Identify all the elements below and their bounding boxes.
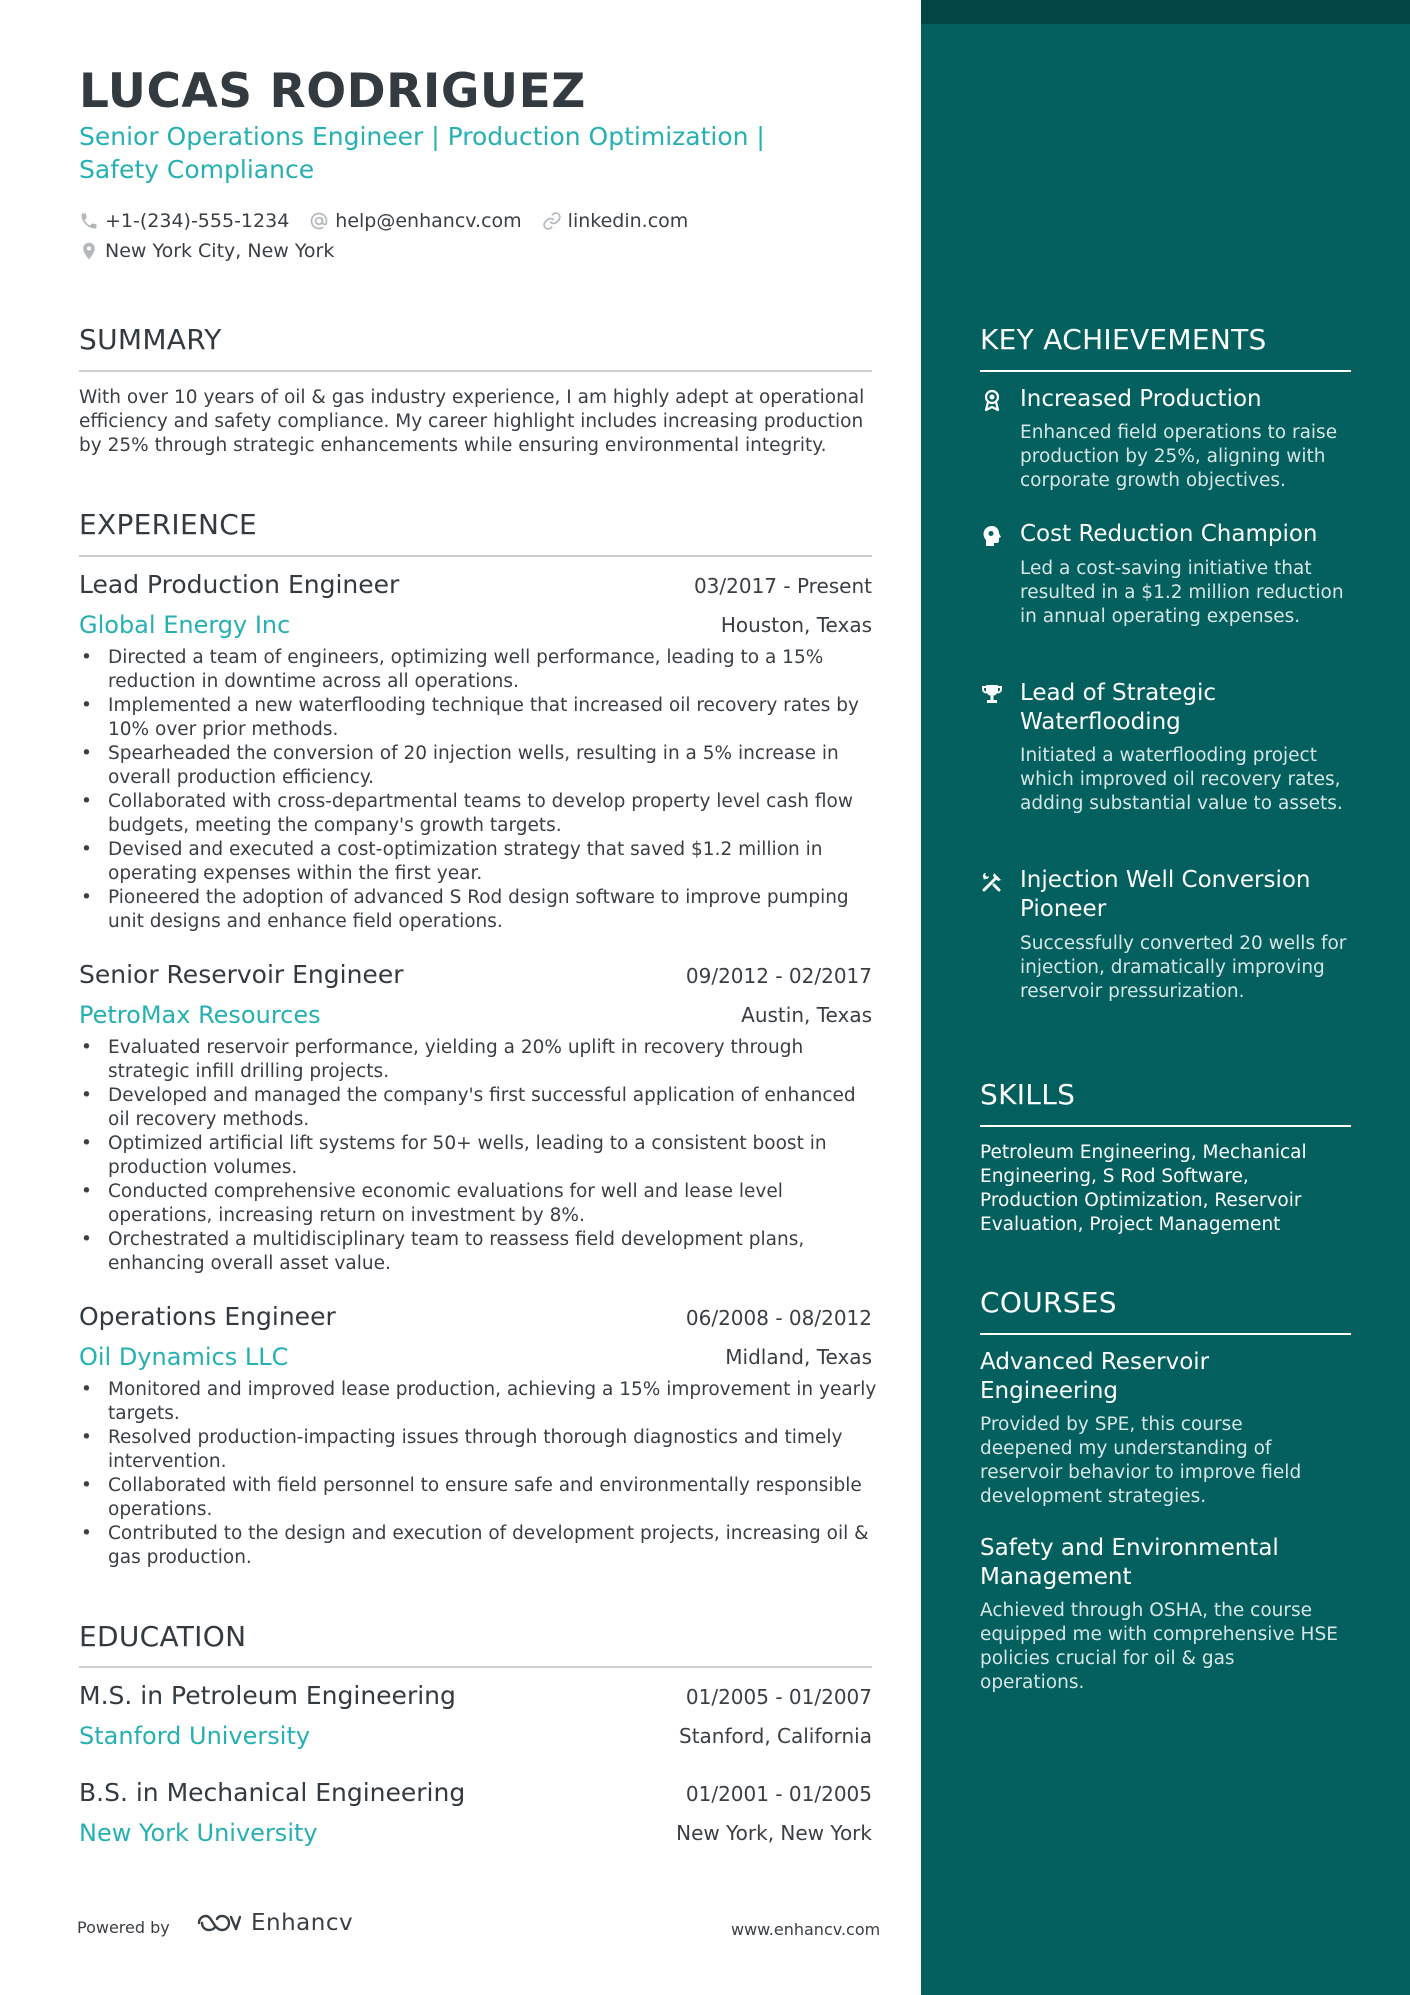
contact-location: [79, 240, 334, 262]
trophy-icon: [980, 682, 1004, 706]
achievements-divider: [980, 370, 1351, 372]
education-heading: EDUCATION: [79, 1620, 247, 1653]
job-title: Lead Production Engineer: [79, 570, 400, 599]
achievement-title: Increased Production: [1020, 386, 1262, 412]
degree-date: 01/2005 - 01/2007: [685, 1685, 872, 1709]
bullet: • Monitored and improved lease production, achieving a 15% improvement in yearly targets.: [79, 1378, 879, 1426]
school-name: Stanford University: [79, 1722, 311, 1750]
job-company: PetroMax Resources: [79, 1001, 321, 1029]
achievement-title: Injection Well Conversion Pioneer: [1020, 867, 1311, 922]
summary-text: With over 10 years of oil & gas industry experience, I am highly adept at operational efficiency and safety compliance. My career highlight includes increasing production by 25% through strategic enhancements while ensuring environmental integrity.: [79, 387, 865, 456]
courses-heading: COURSES: [980, 1286, 1117, 1319]
location-pin-icon: [79, 241, 99, 261]
degree-title: B.S. in Mechanical Engineering: [79, 1778, 466, 1807]
skills-text: Petroleum Engineering, Mechanical Engineering, S Rod Software, Production Optimization, Reservoir Evaluation, Project Management: [980, 1142, 1307, 1235]
footer-url[interactable]: www.enhancv.com: [731, 1920, 881, 1939]
link-icon: [542, 211, 562, 231]
bullet: • Developed and managed the company's first successful application of enhanced oil recovery methods.: [79, 1084, 879, 1132]
headline: Senior Operations Engineer | Production Optimization | Safety Compliance: [79, 122, 765, 184]
summary-heading: SUMMARY: [79, 323, 222, 356]
at-sign-icon: [309, 211, 329, 231]
job-bullets: [79, 646, 879, 934]
email-text: help@enhancv.com: [335, 210, 522, 232]
bullet: • Spearheaded the conversion of 20 injection wells, resulting in a 5% increase in overall production efficiency.: [79, 742, 879, 790]
enhancv-brand-text: Enhancv: [251, 1910, 354, 1936]
bullet: • Contributed to the design and execution of development projects, increasing oil & gas production.: [79, 1522, 879, 1570]
enhancv-logo-icon: [195, 1911, 241, 1935]
school-location: New York, New York: [676, 1821, 872, 1845]
contact-info: [79, 206, 708, 266]
job-location: Midland, Texas: [725, 1345, 872, 1369]
bullet: • Pioneered the adoption of advanced S Rod design software to improve pumping unit designs and enhance field operations.: [79, 886, 879, 934]
bullet: • Evaluated reservoir performance, yielding a 20% uplift in recovery through strategic infill drilling projects.: [79, 1036, 879, 1084]
achievement-desc: Successfully converted 20 wells for injection, dramatically improving reservoir pressurization.: [1020, 933, 1347, 1002]
job-title: Operations Engineer: [79, 1302, 336, 1331]
skills-divider: [980, 1125, 1351, 1127]
school-location: Stanford, California: [679, 1724, 872, 1748]
bullet: • Directed a team of engineers, optimizing well performance, leading to a 15% reduction in downtime across all operations.: [79, 646, 879, 694]
brain-head-icon: [980, 524, 1004, 548]
job-title: Senior Reservoir Engineer: [79, 960, 404, 989]
degree-date: 01/2001 - 01/2005: [685, 1782, 872, 1806]
course-title: Advanced Reservoir Engineering: [980, 1349, 1210, 1404]
summary-divider: [79, 370, 872, 372]
course-desc: Achieved through OSHA, the course equipped me with comprehensive HSE policies crucial for oil & gas operations.: [980, 1600, 1338, 1693]
bullet: • Conducted comprehensive economic evaluations for well and lease level operations, increasing return on investment by 8%.: [79, 1180, 879, 1228]
course-desc: Provided by SPE, this course deepened my understanding of reservoir behavior to improve field development strategies.: [980, 1414, 1302, 1507]
job-company: Global Energy Inc: [79, 611, 291, 639]
contact-phone[interactable]: [79, 210, 289, 232]
job-location: Houston, Texas: [720, 613, 872, 637]
contact-link[interactable]: [542, 210, 689, 232]
bullet: • Orchestrated a multidisciplinary team to reassess field development plans, enhancing overall asset value.: [79, 1228, 879, 1276]
location-text: New York City, New York: [105, 240, 335, 262]
phone-text: +1-(234)-555-1234: [105, 210, 290, 232]
bullet: • Collaborated with cross-departmental teams to develop property level cash flow budgets, meeting the company's growth targets.: [79, 790, 879, 838]
bullet: • Devised and executed a cost-optimization strategy that saved $1.2 million in operating expenses within the first year.: [79, 838, 879, 886]
award-ribbon-icon: [980, 388, 1004, 412]
job-bullets: [79, 1378, 879, 1570]
experience-divider: [79, 555, 872, 557]
achievement-title: Lead of Strategic Waterflooding: [1020, 680, 1217, 735]
bullet: • Implemented a new waterflooding technique that increased oil recovery rates by 10% over prior methods.: [79, 694, 879, 742]
powered-by-label: Powered by: [77, 1918, 170, 1937]
bullet: • Optimized artificial lift systems for 50+ wells, leading to a consistent boost in production volumes.: [79, 1132, 879, 1180]
candidate-name: LUCAS RODRIGUEZ: [79, 64, 586, 119]
experience-heading: EXPERIENCE: [79, 508, 258, 541]
achievement-desc: Led a cost-saving initiative that resulted in a $1.2 million reduction in annual operating expenses.: [1020, 558, 1344, 627]
phone-icon: [79, 211, 99, 231]
achievement-title: Cost Reduction Champion: [1020, 521, 1318, 547]
tools-icon: [980, 870, 1004, 894]
job-location: Austin, Texas: [741, 1003, 872, 1027]
courses-divider: [980, 1333, 1351, 1335]
job-date: 03/2017 - Present: [693, 574, 872, 598]
bullet: • Collaborated with field personnel to ensure safe and environmentally responsible operations.: [79, 1474, 879, 1522]
skills-heading: SKILLS: [980, 1078, 1076, 1111]
bullet: • Resolved production-impacting issues through thorough diagnostics and timely intervention.: [79, 1426, 879, 1474]
education-divider: [79, 1666, 872, 1668]
contact-email[interactable]: [309, 210, 521, 232]
degree-title: M.S. in Petroleum Engineering: [79, 1681, 456, 1710]
sidebar: [921, 0, 1410, 1995]
sidebar-top-bar: [921, 0, 1410, 24]
enhancv-logo[interactable]: [195, 1910, 353, 1936]
job-date: 06/2008 - 08/2012: [685, 1306, 872, 1330]
school-name: New York University: [79, 1819, 318, 1847]
job-date: 09/2012 - 02/2017: [685, 964, 872, 988]
job-company: Oil Dynamics LLC: [79, 1343, 289, 1371]
job-bullets: [79, 1036, 879, 1276]
course-title: Safety and Environmental Management: [980, 1535, 1279, 1590]
achievement-desc: Enhanced field operations to raise production by 25%, aligning with corporate growth objectives.: [1020, 422, 1338, 491]
link-text: linkedin.com: [567, 210, 689, 232]
achievement-desc: Initiated a waterflooding project which improved oil recovery rates, adding substantial value to assets.: [1020, 745, 1343, 814]
achievements-heading: KEY ACHIEVEMENTS: [980, 323, 1267, 356]
